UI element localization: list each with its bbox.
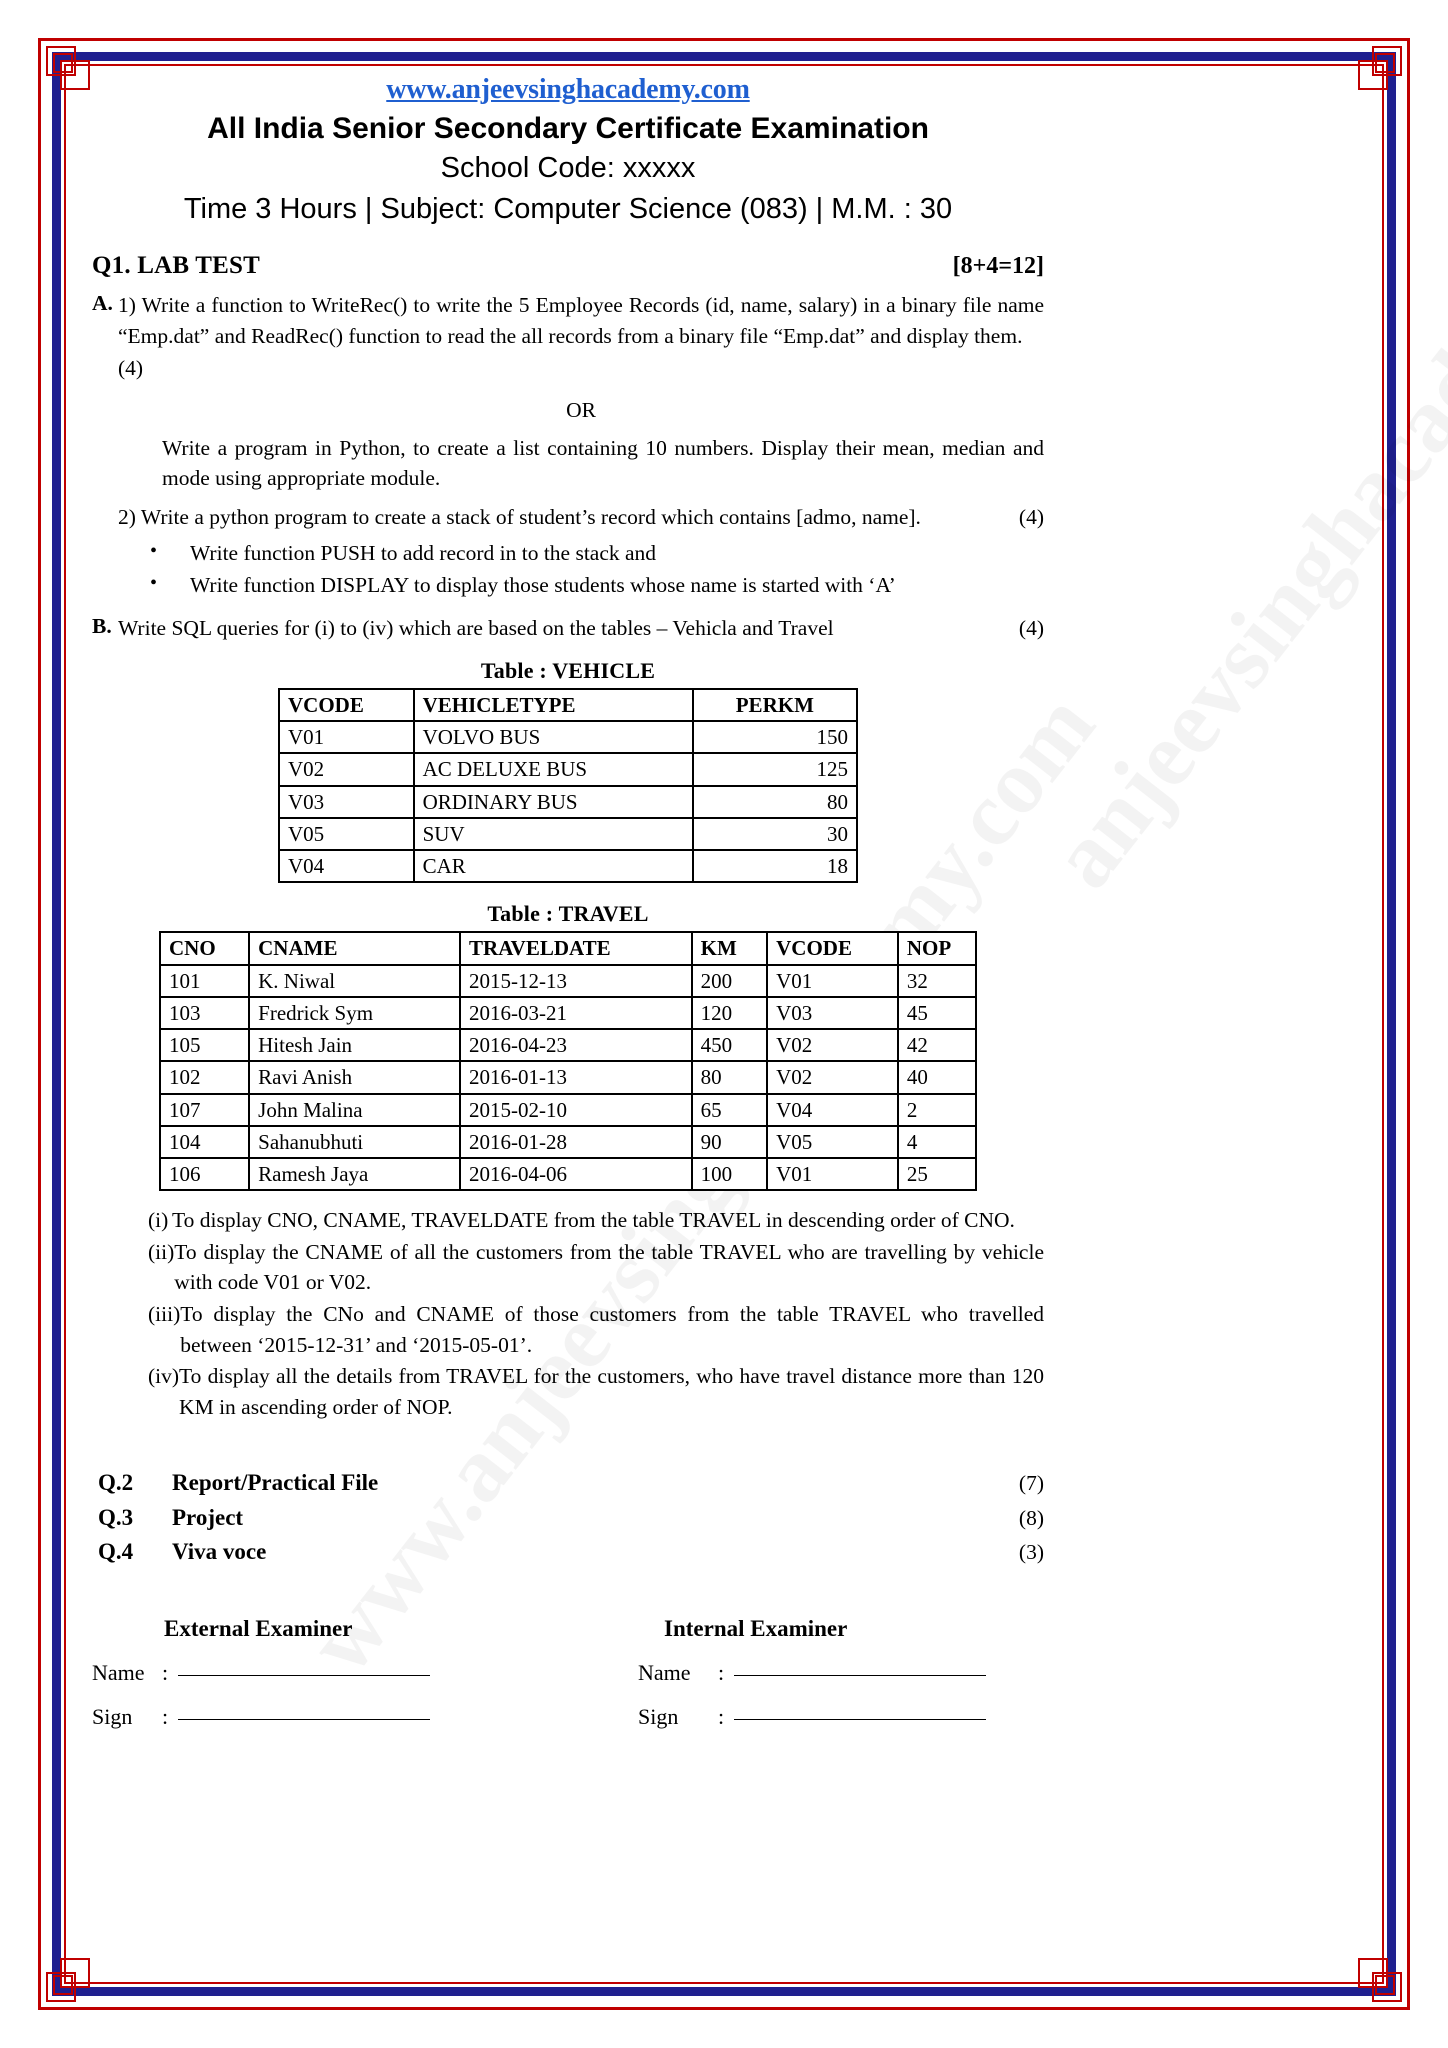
cell-traveldate: 2016-03-21	[460, 997, 692, 1029]
or-separator: OR	[566, 397, 596, 422]
question-name: Viva voce	[172, 1539, 267, 1565]
column-header-cno: CNO	[160, 932, 249, 964]
part-a-item-2-row	[118, 502, 1044, 533]
part-b-label: B.	[92, 614, 112, 639]
list-item: • Write function PUSH to add record in to the stack and	[150, 538, 1044, 569]
cell-km: 200	[692, 965, 768, 997]
query-item-i	[92, 1205, 1044, 1236]
table-row	[160, 1029, 976, 1061]
sql-query-list	[92, 1205, 1044, 1422]
cell-perkm: 150	[693, 721, 857, 753]
part-a-item-2-marks: (4)	[1018, 504, 1044, 529]
cell-traveldate: 2016-04-06	[460, 1158, 692, 1190]
cell-nop: 4	[898, 1126, 976, 1158]
cell-traveldate: 2016-01-13	[460, 1061, 692, 1093]
query-number: (iv)	[148, 1364, 180, 1389]
query-item-iv	[92, 1361, 1044, 1422]
school-code: School Code: xxxxx	[440, 152, 696, 184]
question-1-heading-row	[92, 252, 1044, 280]
cell-cno: 107	[160, 1094, 249, 1126]
query-item-ii	[92, 1237, 1044, 1298]
cell-cname: K. Niwal	[249, 965, 460, 997]
query-text: To display the CNAME of all the customers from the table TRAVEL who are travelling by vehicle with code V01 or V02.	[174, 1239, 1044, 1295]
external-name-input[interactable]	[178, 1675, 430, 1676]
table-row	[279, 818, 857, 850]
internal-name-colon: :	[718, 1659, 725, 1685]
cell-perkm: 30	[693, 818, 857, 850]
question-1-title: Q1. LAB TEST	[92, 252, 260, 279]
part-b-row	[118, 613, 1044, 644]
corner-ornament-bottom-left-icon	[46, 1956, 92, 2002]
table-row	[279, 850, 857, 882]
column-header-cname: CNAME	[249, 932, 460, 964]
cell-vehicletype: AC DELUXE BUS	[414, 753, 693, 785]
column-header-perkm: PERKM	[693, 689, 857, 721]
question-label: Q.3	[98, 1504, 134, 1530]
query-number: (i)	[148, 1208, 169, 1233]
cell-traveldate: 2016-04-23	[460, 1029, 692, 1061]
list-item: • Write function DISPLAY to display those students whose name is started with ‘A’	[150, 570, 1044, 601]
cell-vcode: V01	[767, 1158, 898, 1190]
cell-cname: Fredrick Sym	[249, 997, 460, 1029]
cell-vcode: V05	[279, 818, 414, 850]
question-summary-row-q3	[92, 1501, 1044, 1536]
travel-table	[159, 931, 977, 1191]
column-header-vcode: VCODE	[279, 689, 414, 721]
column-header-vcode: VCODE	[767, 932, 898, 964]
question-name: Report/Practical File	[172, 1470, 379, 1496]
external-examiner-heading: External Examiner	[164, 1615, 353, 1641]
table-row	[160, 965, 976, 997]
question-summary-row-q4	[92, 1535, 1044, 1570]
cell-nop: 32	[898, 965, 976, 997]
travel-table-title: Table : TRAVEL	[487, 901, 649, 927]
external-sign-label: Sign	[92, 1703, 133, 1729]
query-number: (ii)	[148, 1239, 175, 1264]
cell-nop: 2	[898, 1094, 976, 1126]
cell-nop: 25	[898, 1158, 976, 1190]
corner-ornament-top-right-icon	[1356, 46, 1402, 92]
cell-vehicletype: VOLVO BUS	[414, 721, 693, 753]
exam-title: All India Senior Secondary Certificate Examination	[207, 112, 929, 145]
question-1-marks: [8+4=12]	[952, 253, 1044, 279]
internal-examiner-heading: Internal Examiner	[664, 1615, 848, 1641]
part-a-item-1-alternative: Write a program in Python, to create a list containing 10 numbers. Display their mean, median and mode using appropriate module.	[162, 435, 1044, 491]
cell-vcode: V05	[767, 1126, 898, 1158]
query-item-iii	[92, 1299, 1044, 1360]
cell-cno: 105	[160, 1029, 249, 1061]
question-marks: (8)	[1018, 1505, 1044, 1530]
table-row	[160, 1158, 976, 1190]
cell-nop: 42	[898, 1029, 976, 1061]
internal-sign-label: Sign	[638, 1703, 679, 1729]
cell-vcode: V01	[279, 721, 414, 753]
external-name-label: Name	[92, 1659, 145, 1685]
cell-cname: Sahanubhuti	[249, 1126, 460, 1158]
table-row	[279, 786, 857, 818]
external-sign-input[interactable]	[178, 1719, 430, 1720]
part-b-marks: (4)	[1018, 616, 1044, 641]
cell-perkm: 18	[693, 850, 857, 882]
column-header-km: KM	[692, 932, 768, 964]
internal-name-input[interactable]	[734, 1675, 986, 1676]
website-link[interactable]: www.anjeevsinghacademy.com	[386, 74, 750, 105]
corner-ornament-top-left-icon	[46, 46, 92, 92]
cell-vcode: V03	[767, 997, 898, 1029]
external-sign-colon: :	[162, 1703, 169, 1729]
cell-cno: 104	[160, 1126, 249, 1158]
vehicle-table-title: Table : VEHICLE	[480, 657, 656, 683]
cell-vcode: V03	[279, 786, 414, 818]
external-name-field	[92, 1660, 622, 1686]
table-row	[160, 997, 976, 1029]
query-text: To display CNO, CNAME, TRAVELDATE from the table TRAVEL in descending order of CNO.	[172, 1208, 1015, 1233]
table-row	[279, 721, 857, 753]
cell-cname: Hitesh Jain	[249, 1029, 460, 1061]
internal-sign-colon: :	[718, 1703, 725, 1729]
cell-perkm: 125	[693, 753, 857, 785]
table-row	[279, 753, 857, 785]
part-a-item-2: 2) Write a python program to create a stack of student’s record which contains [admo, name].	[118, 504, 921, 529]
part-a-label: A.	[92, 291, 113, 315]
cell-vehicletype: SUV	[414, 818, 693, 850]
cell-vcode: V02	[767, 1029, 898, 1061]
external-name-colon: :	[162, 1659, 169, 1685]
cell-vehicletype: CAR	[414, 850, 693, 882]
cell-cno: 106	[160, 1158, 249, 1190]
table-row	[160, 1094, 976, 1126]
internal-name-field	[622, 1660, 1044, 1686]
part-b-text: Write SQL queries for (i) to (iv) which are based on the tables – Vehicla and Travel	[118, 616, 834, 641]
examiner-headings-row	[92, 1616, 1044, 1642]
cell-km: 450	[692, 1029, 768, 1061]
column-header-traveldate: TRAVELDATE	[460, 932, 692, 964]
cell-vcode: V04	[767, 1094, 898, 1126]
part-a-item-2-bullets	[92, 538, 1044, 601]
table-header-row	[160, 932, 976, 964]
cell-traveldate: 2015-12-13	[460, 965, 692, 997]
cell-vcode: V02	[279, 753, 414, 785]
cell-nop: 40	[898, 1061, 976, 1093]
part-a-block	[92, 288, 1044, 534]
cell-km: 100	[692, 1158, 768, 1190]
cell-cno: 103	[160, 997, 249, 1029]
exam-meta: Time 3 Hours | Subject: Computer Science (083) | M.M. : 30	[183, 193, 953, 225]
cell-traveldate: 2015-02-10	[460, 1094, 692, 1126]
column-header-nop: NOP	[898, 932, 976, 964]
question-summary-list	[92, 1466, 1044, 1570]
examiner-signature-block	[92, 1616, 1044, 1730]
table-row	[160, 1061, 976, 1093]
cell-km: 80	[692, 1061, 768, 1093]
question-label: Q.2	[98, 1470, 134, 1496]
table-row	[160, 1126, 976, 1158]
travel-table-block	[92, 901, 1044, 1191]
query-text: To display all the details from TRAVEL for the customers, who have travel distance more than 120 KM in ascending order of NOP.	[179, 1364, 1044, 1419]
part-a-content	[118, 288, 1044, 534]
cell-km: 65	[692, 1094, 768, 1126]
cell-cname: Ravi Anish	[249, 1061, 460, 1093]
cell-cno: 101	[160, 965, 249, 997]
vehicle-table	[278, 688, 858, 884]
cell-nop: 45	[898, 997, 976, 1029]
examiner-name-row	[92, 1660, 1044, 1686]
cell-vcode: V04	[279, 850, 414, 882]
question-marks: (3)	[1018, 1540, 1044, 1565]
cell-cno: 102	[160, 1061, 249, 1093]
part-a-item-1: 1) Write a function to WriteRec() to write the 5 Employee Records (id, name, salary) in a binary file name “Emp.dat” and ReadRec() function to read the all records from a binary file “Emp.dat” and display them.	[118, 293, 1044, 348]
cell-cname: Ramesh Jaya	[249, 1158, 460, 1190]
corner-ornament-bottom-right-icon	[1356, 1956, 1402, 2002]
question-name: Project	[172, 1504, 244, 1530]
cell-traveldate: 2016-01-28	[460, 1126, 692, 1158]
question-marks: (7)	[1018, 1471, 1044, 1496]
internal-sign-input[interactable]	[734, 1719, 986, 1720]
part-b-block	[92, 611, 1044, 646]
cell-vcode: V01	[767, 965, 898, 997]
question-summary-row-q2	[92, 1466, 1044, 1501]
cell-vcode: V02	[767, 1061, 898, 1093]
document-body	[92, 74, 1044, 1730]
table-header-row	[279, 689, 857, 721]
external-sign-field	[92, 1704, 622, 1730]
column-header-vehicletype: VEHICLETYPE	[414, 689, 693, 721]
vehicle-table-block	[92, 658, 1044, 884]
internal-sign-field	[622, 1704, 1044, 1730]
query-text: To display the CNo and CNAME of those customers from the table TRAVEL who travelled between ‘2015-12-31’ and ‘2015-05-01’.	[180, 1302, 1044, 1357]
cell-vehicletype: ORDINARY BUS	[414, 786, 693, 818]
cell-km: 120	[692, 997, 768, 1029]
query-number: (iii)	[148, 1302, 181, 1326]
internal-name-label: Name	[638, 1659, 691, 1685]
question-label: Q.4	[98, 1539, 134, 1565]
part-a-item-1-marks: (4)	[118, 356, 144, 381]
cell-perkm: 80	[693, 786, 857, 818]
examiner-sign-row	[92, 1704, 1044, 1730]
cell-km: 90	[692, 1126, 768, 1158]
cell-cname: John Malina	[249, 1094, 460, 1126]
